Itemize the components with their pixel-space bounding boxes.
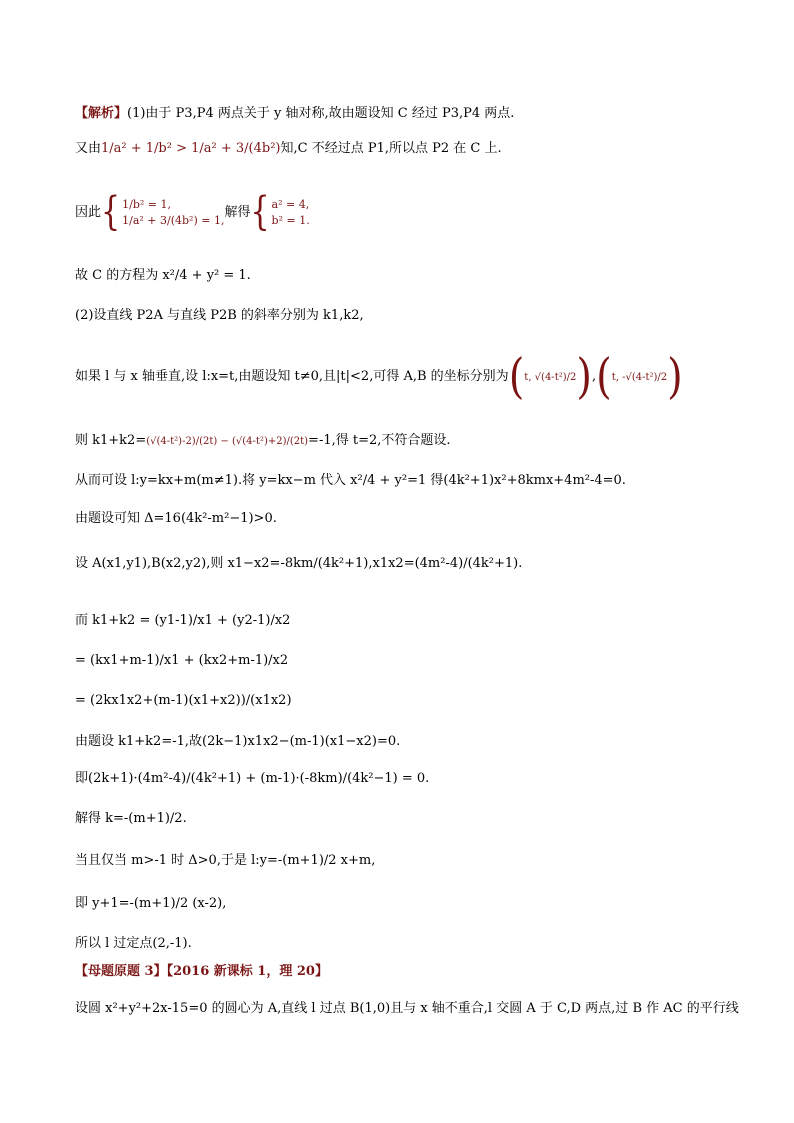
solve-k-line: 解得 k=-(m+1)/2. (75, 811, 187, 826)
slope-sum-expr: (√(4-t²)-2)/(2t) − (√(4-t²)+2)/(2t) (146, 436, 309, 447)
equation-line: 即(2k+1)·(4m²-4)/(4k²+1) + (m-1)·(-8km)/(4k²−1) = 0. (75, 771, 430, 786)
ellipse-equation-line: 故 C 的方程为 x²/4 + y² = 1. (75, 268, 251, 283)
condition-line: 由题设 k1+k2=-1,故(2k−1)x1x2−(m-1)(x1−x2)=0. (75, 734, 401, 749)
point-slope-line: 即 y+1=-(m+1)/2 (x-2), (75, 896, 227, 911)
inequality-line (75, 140, 502, 158)
slope-sum-prefix: 则 k1+k2= (75, 433, 147, 448)
left-paren-icon: ( (508, 348, 525, 405)
left-brace-icon: { (250, 189, 270, 235)
system-line (75, 189, 310, 235)
left-paren-icon: ( (596, 348, 612, 405)
solution-heading: 【解析】 (75, 106, 128, 121)
slopes-line: (2)设直线 P2A 与直线 P2B 的斜率分别为 k1,k2, (75, 308, 364, 323)
right-paren-icon: ) (576, 348, 592, 405)
system-res1: a² = 4, (271, 197, 310, 211)
solution-intro (75, 105, 514, 123)
system-results (272, 197, 310, 229)
problem-heading: 【母题原题 3】【2016 新课标 1，理 20】 (75, 964, 328, 979)
discriminant-line: 由题设可知 Δ=16(4k²-m²−1)>0. (75, 511, 277, 526)
right-paren-icon: ) (667, 348, 683, 405)
slope-sum-line (75, 432, 451, 451)
point-a-coords: t, √(4-t²)/2 (524, 372, 577, 383)
system-eq1: 1/b² = 1, (122, 197, 171, 211)
vieta-line: 设 A(x1,y1),B(x2,y2),则 x1−x2=-8km/(4k²+1),x1x2=(4m²-4)/(4k²+1). (75, 556, 523, 571)
substitution-line: 从而可设 l:y=kx+m(m≠1).将 y=kx−m 代入 x²/4 + y²=1 得(4k²+1)x²+8kmx+4m²-4=0. (75, 473, 626, 488)
k-sum-step2: = (kx1+m-1)/x1 + (kx2+m-1)/x2 (75, 653, 289, 668)
left-brace-icon: { (101, 189, 121, 235)
system-prefix: 因此 (75, 205, 102, 220)
line-equation: 当且仅当 m>-1 时 Δ>0,于是 l:y=-(m+1)/2 x+m, (75, 853, 376, 868)
system-mid: 解得 (224, 205, 251, 220)
fixed-point-line: 所以 l 过定点(2,-1). (75, 936, 192, 951)
solution-part1-text: (1)由于 P3,P4 两点关于 y 轴对称,故由题设知 C 经过 P3,P4 两点. (127, 106, 515, 121)
k-sum-line: 而 k1+k2 = (y1-1)/x1 + (y2-1)/x2 (75, 613, 291, 628)
system-eq2: 1/a² + 3/(4b²) = 1, (122, 213, 225, 227)
inequality-prefix: 又由 (75, 141, 102, 156)
inequality-suffix: 知,C 不经过点 P1,所以点 P2 在 C 上. (280, 141, 502, 156)
slope-sum-suffix: =-1,得 t=2,不符合题设. (308, 433, 451, 448)
point-b-coords: t, -√(4-t²)/2 (611, 372, 668, 383)
problem-statement: 设圆 x²+y²+2x-15=0 的圆心为 A,直线 l 过点 B(1,0)且与 x 轴不重合,l 交圆 A 于 C,D 两点,过 B 作 AC 的平行线 (75, 1001, 739, 1016)
vertical-case-text: 如果 l 与 x 轴垂直,设 l:x=t,由题设知 t≠0,且|t|<2,可得 A,B 的坐标分别为 (75, 369, 509, 384)
inequality-expr: 1/a² + 1/b² > 1/a² + 3/(4b²) (101, 141, 281, 156)
vertical-case-line: 如果 l 与 x 轴垂直,设 l:x=t,由题设知 t≠0,且|t|<2,可得 A,B 的坐标分别为(t, √(4-t²)/2),(t, -√(4-t²)/2) (75, 348, 683, 405)
k-sum-step3: = (2kx1x2+(m-1)(x1+x2))/(x1x2) (75, 693, 292, 708)
system-equations (122, 197, 224, 229)
system-res2: b² = 1. (271, 213, 310, 227)
